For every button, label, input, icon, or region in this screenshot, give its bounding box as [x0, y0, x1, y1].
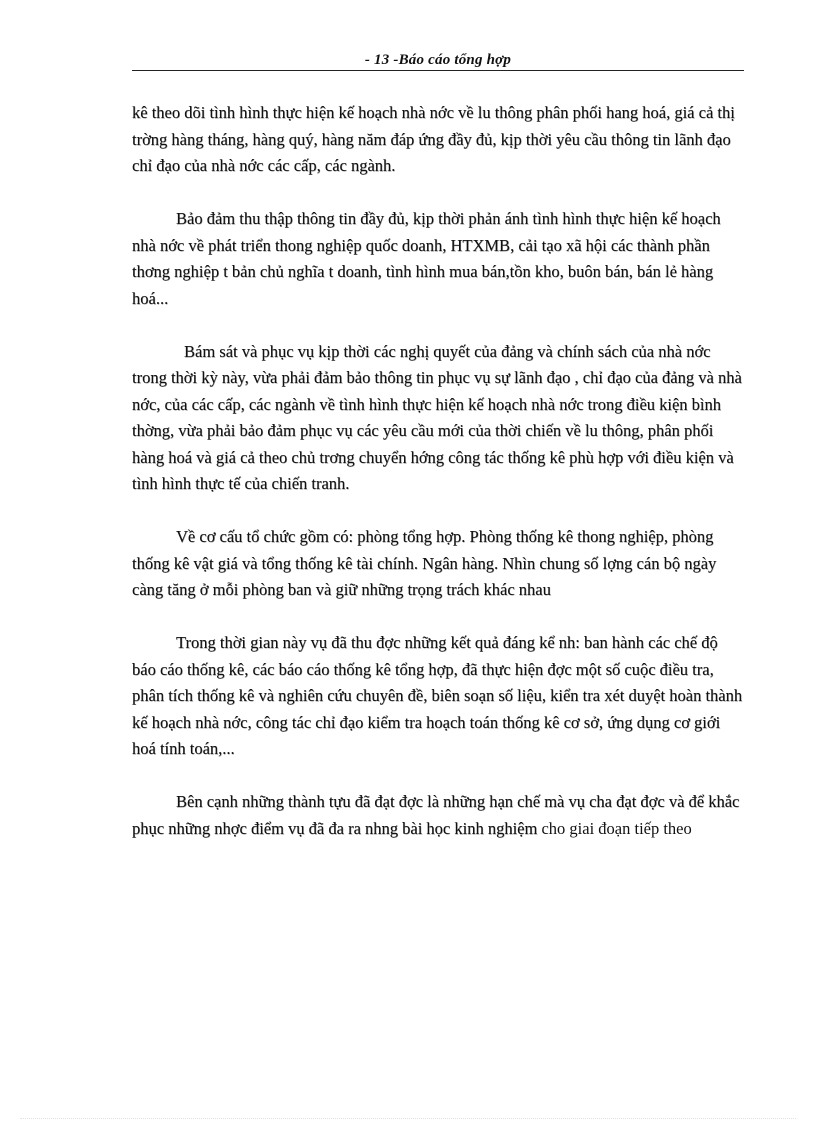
paragraph-1: kê theo dõi tình hình thực hiện kế hoạch nhà nớc về lu thông phân phối hang hoá, giá cả thị trờng hàng tháng, hàng quý, hàng năm đáp ứng đầy đủ, kịp thời yêu cầu thông tin lãnh đạo chỉ đạo của nhà nớc các cấp, các ngành. — [132, 103, 735, 175]
paragraph-6-text: Bên cạnh những thành tựu đã đạt đợc là những hạn chế mà vụ cha đạt đợc và để khắc phục những nhợc điểm vụ đã đa ra nhng bài học kinh nghiệm — [132, 792, 740, 838]
paragraph-4: Về cơ cấu tổ chức gồm có: phòng tổng hợp. Phòng thống kê thong nghiệp, phòng thống kê vật giá và tổng thống kê tài chính. Ngân hàng. Nhìn chung số lợng cán bộ ngày càng tăng ở mỗi phòng ban và giữ những trọng trách khác nhau — [132, 527, 717, 599]
paragraph-3: Bám sát và phục vụ kịp thời các nghị quyết của đảng và chính sách của nhà nớc trong thời kỳ này, vừa phải đảm bảo thông tin phục vụ sự lãnh đạo , chỉ đạo của đảng và nhà nớc, của các cấp, các ngành về tình hình thực hiện kế hoạch nhà nớc trong điều kiện bình thờng, vừa phải bảo đảm phục vụ các yêu cầu mới của thời chiến về lu thông, phân phối hàng hoá và giá cả theo chủ trơng chuyển hớng công tác thống kê phù hợp với điều kiện và tình hình thực tế của chiến tranh. — [132, 341, 742, 493]
page-bottom-border — [20, 1118, 796, 1119]
paragraph-6 — [132, 789, 744, 842]
document-body — [132, 100, 744, 869]
page-header: - 13 -Báo cáo tổng hợp — [132, 50, 744, 71]
paragraph-5: Trong thời gian này vụ đã thu đợc những kết quả đáng kể nh: ban hành các chế độ báo cáo thống kê, các báo cáo thống kê tổng hợp, đã thực hiện đợc một số cuộc điều tra, phân tích thống kê và nghiên cứu chuyên đề, biên soạn số liệu, kiển tra xét duyệt hoàn thành kế hoạch nhà nớc, công tác chỉ đạo kiểm tra hoạch toán thống kê cơ sở, ứng dụng cơ giới hoá tính toán,... — [132, 633, 743, 758]
paragraph-2: Bảo đảm thu thập thông tin đầy đủ, kịp thời phản ánh tình hình thực hiện kế hoạch nhà nớc về phát triển thong nghiệp quốc doanh, HTXMB, cải tạo xã hội các thành phần thơng nghiệp t bản chủ nghĩa t doanh, tình hình mua bán,tồn kho, buôn bán, bán lẻ hàng hoá... — [132, 209, 721, 308]
paragraph-6-tail: cho giai đoạn tiếp theo — [537, 818, 692, 838]
